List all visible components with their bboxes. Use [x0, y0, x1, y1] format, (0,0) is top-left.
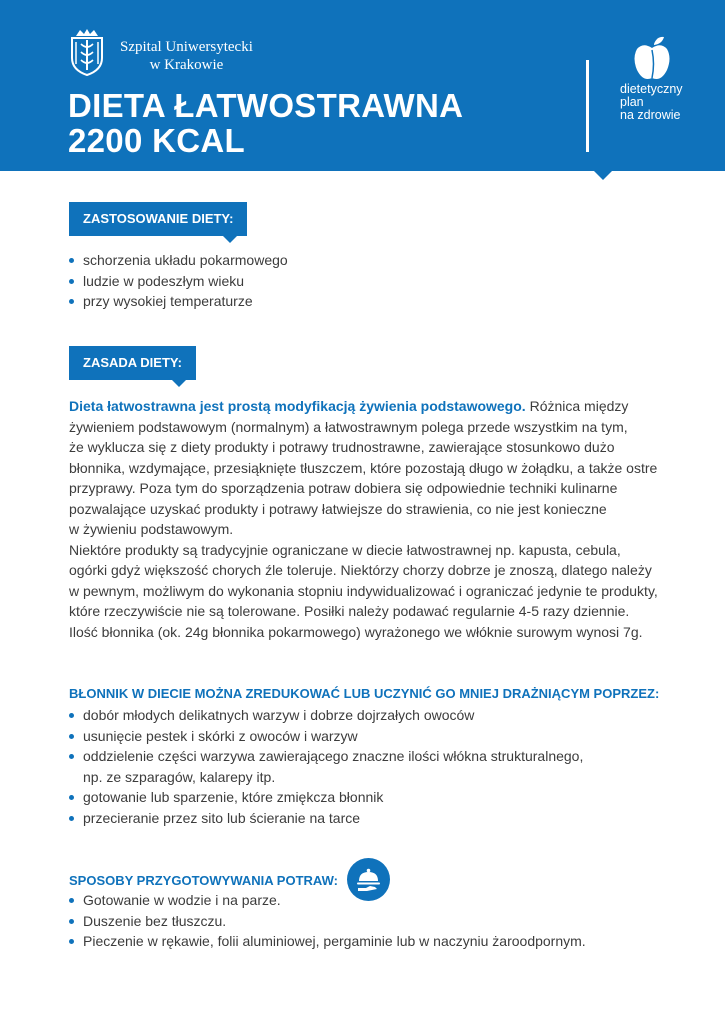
section-tag-zasada [69, 346, 196, 380]
brand-line2: plan [620, 95, 644, 109]
paragraph-line: w żywieniu podstawowym. [69, 521, 234, 537]
paragraph-line: ogórki gdyż większość chorych źle toleruje. Niektórzy chorzy dobrze je znoszą, dlatego należy [69, 562, 652, 578]
list-item: ludzie w podeszłym wieku [69, 271, 288, 292]
sposoby-list [69, 890, 586, 952]
list-item [69, 746, 583, 787]
page-title-line1: DIETA ŁATWOSTRAWNA [68, 87, 464, 124]
zasada-paragraph [69, 396, 669, 642]
sposoby-heading: SPOSOBY PRZYGOTOWYWANIA POTRAW: [69, 873, 338, 888]
list-item: Gotowanie w wodzie i na parze. [69, 890, 586, 911]
header-notch [594, 171, 612, 180]
section-tag-label: ZASTOSOWANIE DIETY: [83, 211, 234, 226]
paragraph-line: przyprawy. Poza tym do sporządzenia potraw dobiera się odpowiednie techniki kulinarne [69, 480, 618, 496]
list-item: usunięcie pestek i skórki z owoców i warzyw [69, 726, 583, 747]
blonnik-list [69, 705, 583, 828]
paragraph-line: Niektóre produkty są tradycyjnie ograniczane w diecie łatwostrawnej np. kapusta, cebula, [69, 541, 621, 558]
hospital-name-line1: Szpital Uniwersytecki [120, 39, 253, 55]
section-tag-zastosowanie [69, 202, 247, 236]
hospital-crest-icon [68, 28, 106, 76]
paragraph-line: Ilość błonnika (ok. 24g błonnika pokarmowego) wyrażonego we włóknie surowym wynosi 7g. [69, 623, 643, 640]
list-item: dobór młodych delikatnych warzyw i dobrze dojrzałych owoców [69, 705, 583, 726]
apple-logo-icon [633, 34, 671, 84]
page-title [68, 88, 463, 158]
brand-line3: na zdrowie [620, 108, 681, 122]
paragraph-line: pozwalające uzyskać produkty i potrawy łatwiejsze do strawienia, co nie jest konieczne [69, 500, 607, 517]
section-tag-label: ZASADA DIETY: [83, 355, 182, 370]
header-divider [586, 60, 589, 152]
list-item: gotowanie lub sparzenie, które zmiękcza błonnik [69, 787, 583, 808]
list-item: Pieczenie w rękawie, folii aluminiowej, pergaminie lub w naczyniu żaroodpornym. [69, 931, 586, 952]
paragraph-line: żywieniem podstawowym (normalnym) a łatwostrawnym polega przede wszystkim na tym, [69, 418, 628, 435]
list-item: przecieranie przez sito lub ścieranie na tarce [69, 808, 583, 829]
header-banner [0, 0, 725, 171]
paragraph-line: błonnika, wzdymające, przesiąknięte tłuszczem, które pozostają długo w żołądku, a także ostre [69, 459, 658, 476]
list-item-continuation: np. ze szparagów, kalarepy itp. [83, 768, 276, 785]
list-item: schorzenia układu pokarmowego [69, 250, 288, 271]
zasada-bold-lead: Dieta łatwostrawna jest prostą modyfikacją żywienia podstawowego. [69, 398, 526, 414]
paragraph-text: Różnica między [525, 398, 629, 414]
hospital-name-line2: w Krakowie [149, 57, 224, 73]
tag-notch [172, 380, 186, 387]
list-item: przy wysokiej temperaturze [69, 291, 288, 312]
hospital-name [120, 38, 253, 74]
blonnik-heading: BŁONNIK W DIECIE MOŻNA ZREDUKOWAĆ LUB UCZYNIĆ GO MNIEJ DRAŻNIĄCYM POPRZEZ: [69, 686, 660, 701]
list-item-line: oddzielenie części warzywa zawierającego znaczne ilości włókna strukturalnego, [83, 748, 584, 764]
paragraph-line: w pewnym, możliwym do wykonania stopniu indywidualizować i ograniczać jedynie te produkty, [69, 582, 658, 599]
tag-notch [223, 236, 237, 243]
list-item: Duszenie bez tłuszczu. [69, 911, 586, 932]
paragraph-line: że wyklucza się z diety produkty i potrawy trudnostrawne, zawierające stosunkowo dużo [69, 439, 615, 455]
page-title-line2: 2200 KCAL [68, 122, 245, 159]
zastosowanie-list [69, 250, 288, 312]
brand-line1: dietetyczny [620, 82, 683, 96]
paragraph-line: które rzeczywiście nie są tolerowane. Posiłki należy podawać regularnie 4-5 razy dziennie. [69, 603, 630, 619]
brand-text [620, 83, 683, 122]
paragraph-line [69, 396, 669, 417]
